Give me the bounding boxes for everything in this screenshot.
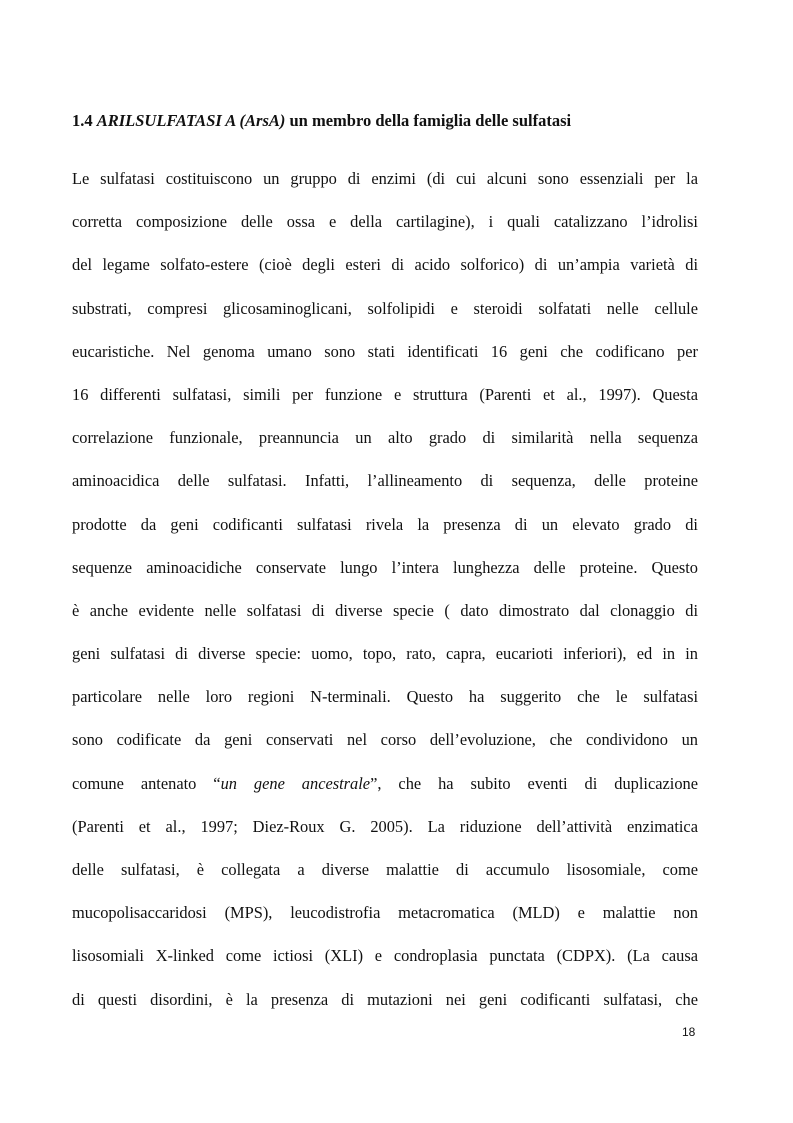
paragraph-line: eucaristiche. Nel genoma umano sono stati identificati 16 geni che codificano per [72, 341, 698, 361]
italic-quote: un gene ancestrale [220, 773, 371, 793]
paragraph-line: prodotte da geni codificanti sulfatasi rivela la presenza di un elevato grado di [72, 514, 698, 534]
paragraph-line: geni sulfatasi di diverse specie: uomo, topo, rato, capra, eucarioti inferiori), ed in in [72, 644, 698, 664]
paragraph-line: substrati, compresi glicosaminoglicani, solfolipidi e steroidi solfatati nelle cellule [72, 298, 698, 318]
paragraph-line-quote [72, 770, 698, 813]
section-title-rest: un membro della famiglia delle sulfatasi [285, 111, 572, 130]
paragraph-line: di questi disordini, è la presenza di mutazioni nei geni codificanti sulfatasi, che [72, 989, 698, 1009]
paragraph-line: sono codificate da geni conservati nel corso dell’evoluzione, che condividono un [72, 730, 698, 750]
paragraph-line: correlazione funzionale, preannuncia un alto grado di similarità nella sequenza [72, 428, 698, 448]
paragraph-line: mucopolisaccaridosi (MPS), leucodistrofia metacromatica (MLD) e malattie non [72, 903, 698, 923]
section-heading [72, 109, 732, 133]
paragraph-line: lisosomiali X-linked come ictiosi (XLI) e condroplasia punctata (CDPX). (La causa [72, 946, 698, 966]
paragraph-line: del legame solfato-estere (cioè degli esteri di acido solforico) di un’ampia varietà di [72, 255, 698, 275]
paragraph-line: corretta composizione delle ossa e della cartilagine), i quali catalizzano l’idrolisi [72, 212, 698, 232]
paragraph-line: particolare nelle loro regioni N-terminali. Questo ha suggerito che le sulfatasi [72, 687, 698, 707]
body-paragraph [72, 165, 698, 1029]
section-title-italic: ARILSULFATASI A (ArsA) [96, 111, 286, 130]
paragraph-line: Le sulfatasi costituiscono un gruppo di enzimi (di cui alcuni sono essenziali per la [72, 169, 698, 188]
line-segment: ”, che ha subito eventi di duplicazione [370, 773, 698, 793]
paragraph-line: è anche evidente nelle solfatasi di diverse specie ( dato dimostrato dal clonaggio di [72, 600, 698, 620]
paragraph-line: (Parenti et al., 1997; Diez-Roux G. 2005). La riduzione dell’attività enzimatica [72, 816, 698, 836]
section-number: 1.4 [72, 111, 97, 130]
line-segment: comune antenato “ [72, 773, 221, 793]
paragraph-line: 16 differenti sulfatasi, simili per funzione e struttura (Parenti et al., 1997). Questa [72, 384, 698, 404]
paragraph-line: delle sulfatasi, è collegata a diverse malattie di accumulo lisosomiale, come [72, 860, 698, 879]
paragraph-line: sequenze aminoacidiche conservate lungo l’intera lunghezza delle proteine. Questo [72, 557, 698, 577]
page-number: 18 [682, 1025, 696, 1039]
paragraph-line: aminoacidica delle sulfatasi. Infatti, l’allineamento di sequenza, delle proteine [72, 471, 698, 491]
